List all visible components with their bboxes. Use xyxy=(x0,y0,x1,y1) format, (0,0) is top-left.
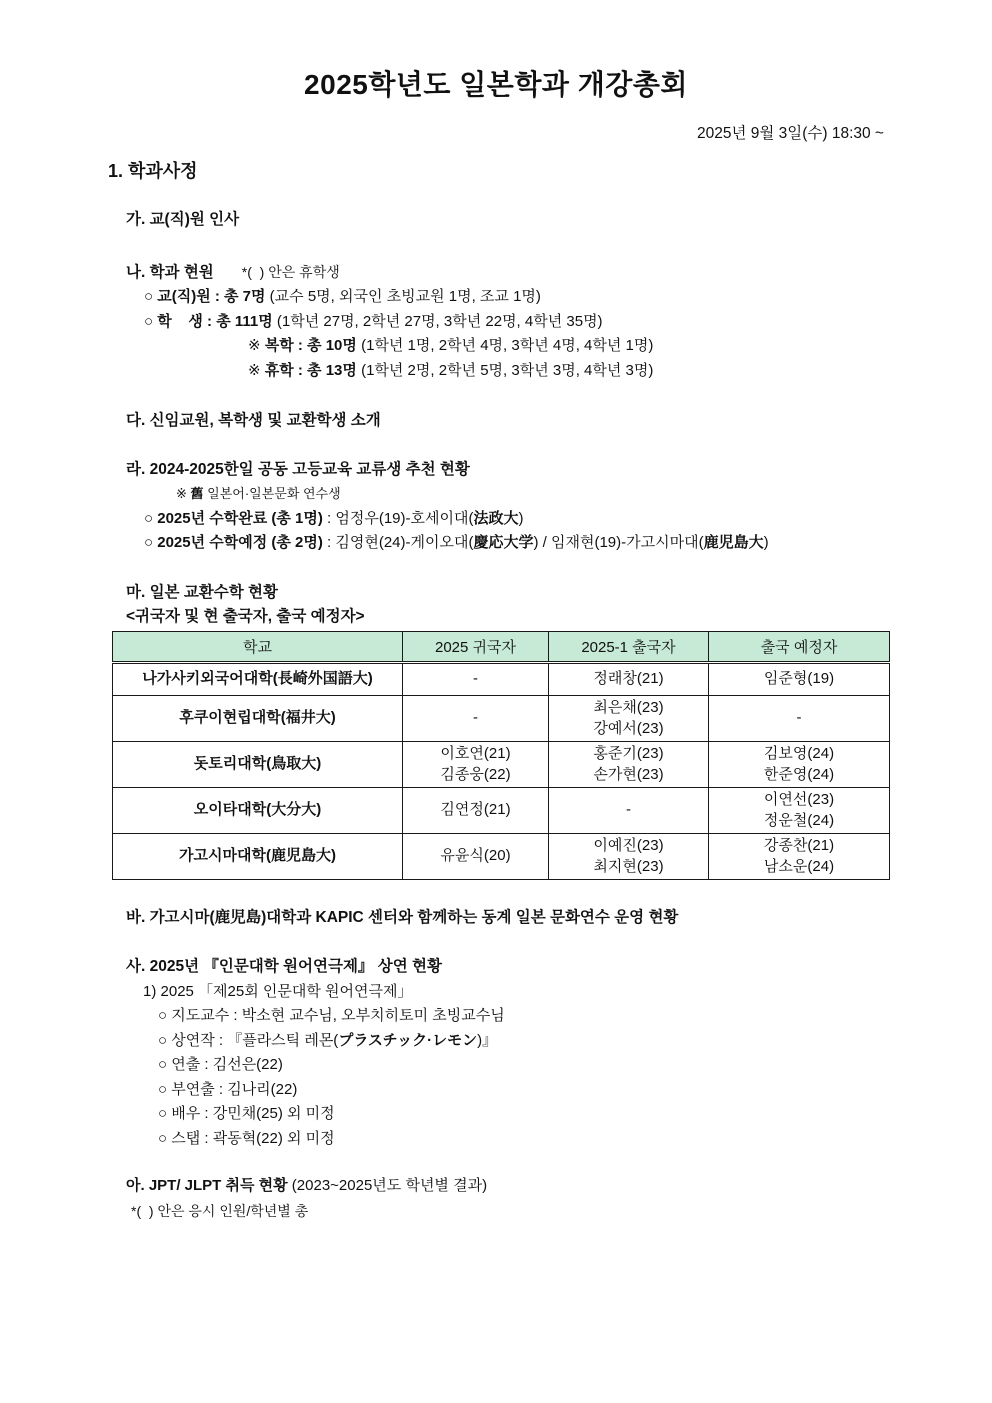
student-names-cell: 이예진(23) 최지현(23) xyxy=(549,833,709,879)
col-header-returnees-2025: 2025 귀국자 xyxy=(403,631,549,662)
exchange-table-header xyxy=(113,631,890,662)
table-row xyxy=(113,662,890,695)
sa-item-actors: ○ 배우 : 강민채(25) 외 미정 xyxy=(158,1105,335,1122)
na-heading-label: 나. 학과 현원 xyxy=(126,263,214,281)
table-row xyxy=(113,833,890,879)
student-names-cell: - xyxy=(403,662,549,695)
student-names-cell: 이연선(23) 정운철(24) xyxy=(709,787,890,833)
table-row xyxy=(113,741,890,787)
school-cell: 돗토리대학(鳥取大) xyxy=(113,741,403,787)
sa-item-assistant-director: ○ 부연출 : 김나리(22) xyxy=(158,1080,298,1098)
student-names-cell: 강종찬(21) 남소운(24) xyxy=(709,833,890,879)
table-row xyxy=(113,787,890,833)
section-ba-heading: 바. 가고시마(鹿児島)대학과 KAPIC 센터와 함께하는 동계 일본 문화연수 운영 현황 xyxy=(126,908,679,926)
student-names-cell: 김보영(24) 한준영(24) xyxy=(709,741,890,787)
student-names-cell: 최은채(23) 강예서(23) xyxy=(549,695,709,741)
ma-sub-label: <귀국자 및 현 출국자, 출국 예정자> xyxy=(126,608,365,625)
school-cell: 가고시마대학(鹿児島大) xyxy=(113,833,403,879)
na-leave-line: ※ 휴학 : 총 13명 (1학년 2명, 2학년 5명, 3학년 3명, 4학년 3명) xyxy=(248,361,654,379)
student-names-cell: - xyxy=(549,787,709,833)
document-title: 2025학년도 일본학과 개강총회 xyxy=(304,69,688,100)
sa-festival-title-line: 1) 2025 「제25회 인문대학 원어연극제」 xyxy=(143,982,413,1000)
col-header-planned-departure: 출국 예정자 xyxy=(709,631,890,662)
school-cell: 후쿠이현립대학(福井大) xyxy=(113,695,403,741)
na-heading-note: *( ) 안은 휴학생 xyxy=(241,263,340,280)
ra-planned-line: ○ 2025년 수학예정 (총 2명) : 김영현(24)-게이오대(慶応大学) / 임재현(19)-가고시마대(鹿児島大) xyxy=(144,534,769,551)
section-ah-heading: 아. JPT/ JLPT 취득 현황 (2023~2025년도 학년별 결과) xyxy=(126,1177,488,1194)
table-row xyxy=(113,695,890,741)
na-staff-line: ○ 교(직)원 : 총 7명 (교수 5명, 외국인 초빙교원 1명, 조교 1명) xyxy=(144,288,541,305)
student-names-cell: 유윤식(20) xyxy=(403,833,549,879)
section-1-heading: 1. 학과사정 xyxy=(108,161,198,181)
student-names-cell: 홍준기(23) 손가현(23) xyxy=(549,741,709,787)
na-students-line: ○ 학 생 : 총 111명 (1학년 27명, 2학년 27명, 3학년 22명, 4학년 35명) xyxy=(144,312,603,330)
section-ra-heading: 라. 2024-2025한일 공동 고등교육 교류생 추천 현황 xyxy=(126,460,470,478)
sa-item-director: ○ 연출 : 김선은(22) xyxy=(158,1056,283,1073)
exchange-table xyxy=(112,631,890,880)
student-names-cell: 김연정(21) xyxy=(403,787,549,833)
ra-note-line: ※ 舊 일본어·일본문화 연수생 xyxy=(176,486,341,501)
na-returned-line: ※ 복학 : 총 10명 (1학년 1명, 2학년 4명, 3학년 4명, 4학년 1명) xyxy=(248,337,654,354)
school-cell: 나가사키외국어대학(長崎外国語大) xyxy=(113,662,403,695)
ra-completed-line: ○ 2025년 수학완료 (총 1명) : 엄정우(19)-호세이대(法政大) xyxy=(144,509,524,527)
section-ga-heading: 가. 교(직)원 인사 xyxy=(126,211,240,228)
sa-item-play: ○ 상연작 : 『플라스틱 레몬(プラスチック·レモン)』 xyxy=(158,1031,498,1049)
student-names-cell: - xyxy=(403,695,549,741)
student-names-cell: 정래창(21) xyxy=(549,662,709,695)
student-names-cell: - xyxy=(709,695,890,741)
col-header-school: 학교 xyxy=(113,631,403,662)
meeting-datetime: 2025년 9월 3일(수) 18:30 ~ xyxy=(696,125,884,142)
section-da-heading: 다. 신임교원, 복학생 및 교환학생 소개 xyxy=(126,412,381,429)
sa-item-advisor: ○ 지도교수 : 박소현 교수님, 오부치히토미 초빙교수님 xyxy=(158,1007,505,1024)
sa-item-staff: ○ 스탭 : 곽동혁(22) 외 미정 xyxy=(158,1129,335,1147)
student-names-cell: 임준형(19) xyxy=(709,662,890,695)
section-na-heading xyxy=(126,260,992,286)
section-sa-heading: 사. 2025년 『인문대학 원어연극제』 상연 현황 xyxy=(126,958,442,975)
school-cell: 오이타대학(大分大) xyxy=(113,787,403,833)
ah-note-line: *( ) 안은 응시 인원/학년별 총 xyxy=(131,1202,309,1219)
exchange-table-body xyxy=(113,662,890,879)
student-names-cell: 이호연(21) 김종웅(22) xyxy=(403,741,549,787)
section-ma-heading: 마. 일본 교환수학 현황 xyxy=(126,583,278,601)
col-header-departed-2025-1: 2025-1 출국자 xyxy=(549,631,709,662)
